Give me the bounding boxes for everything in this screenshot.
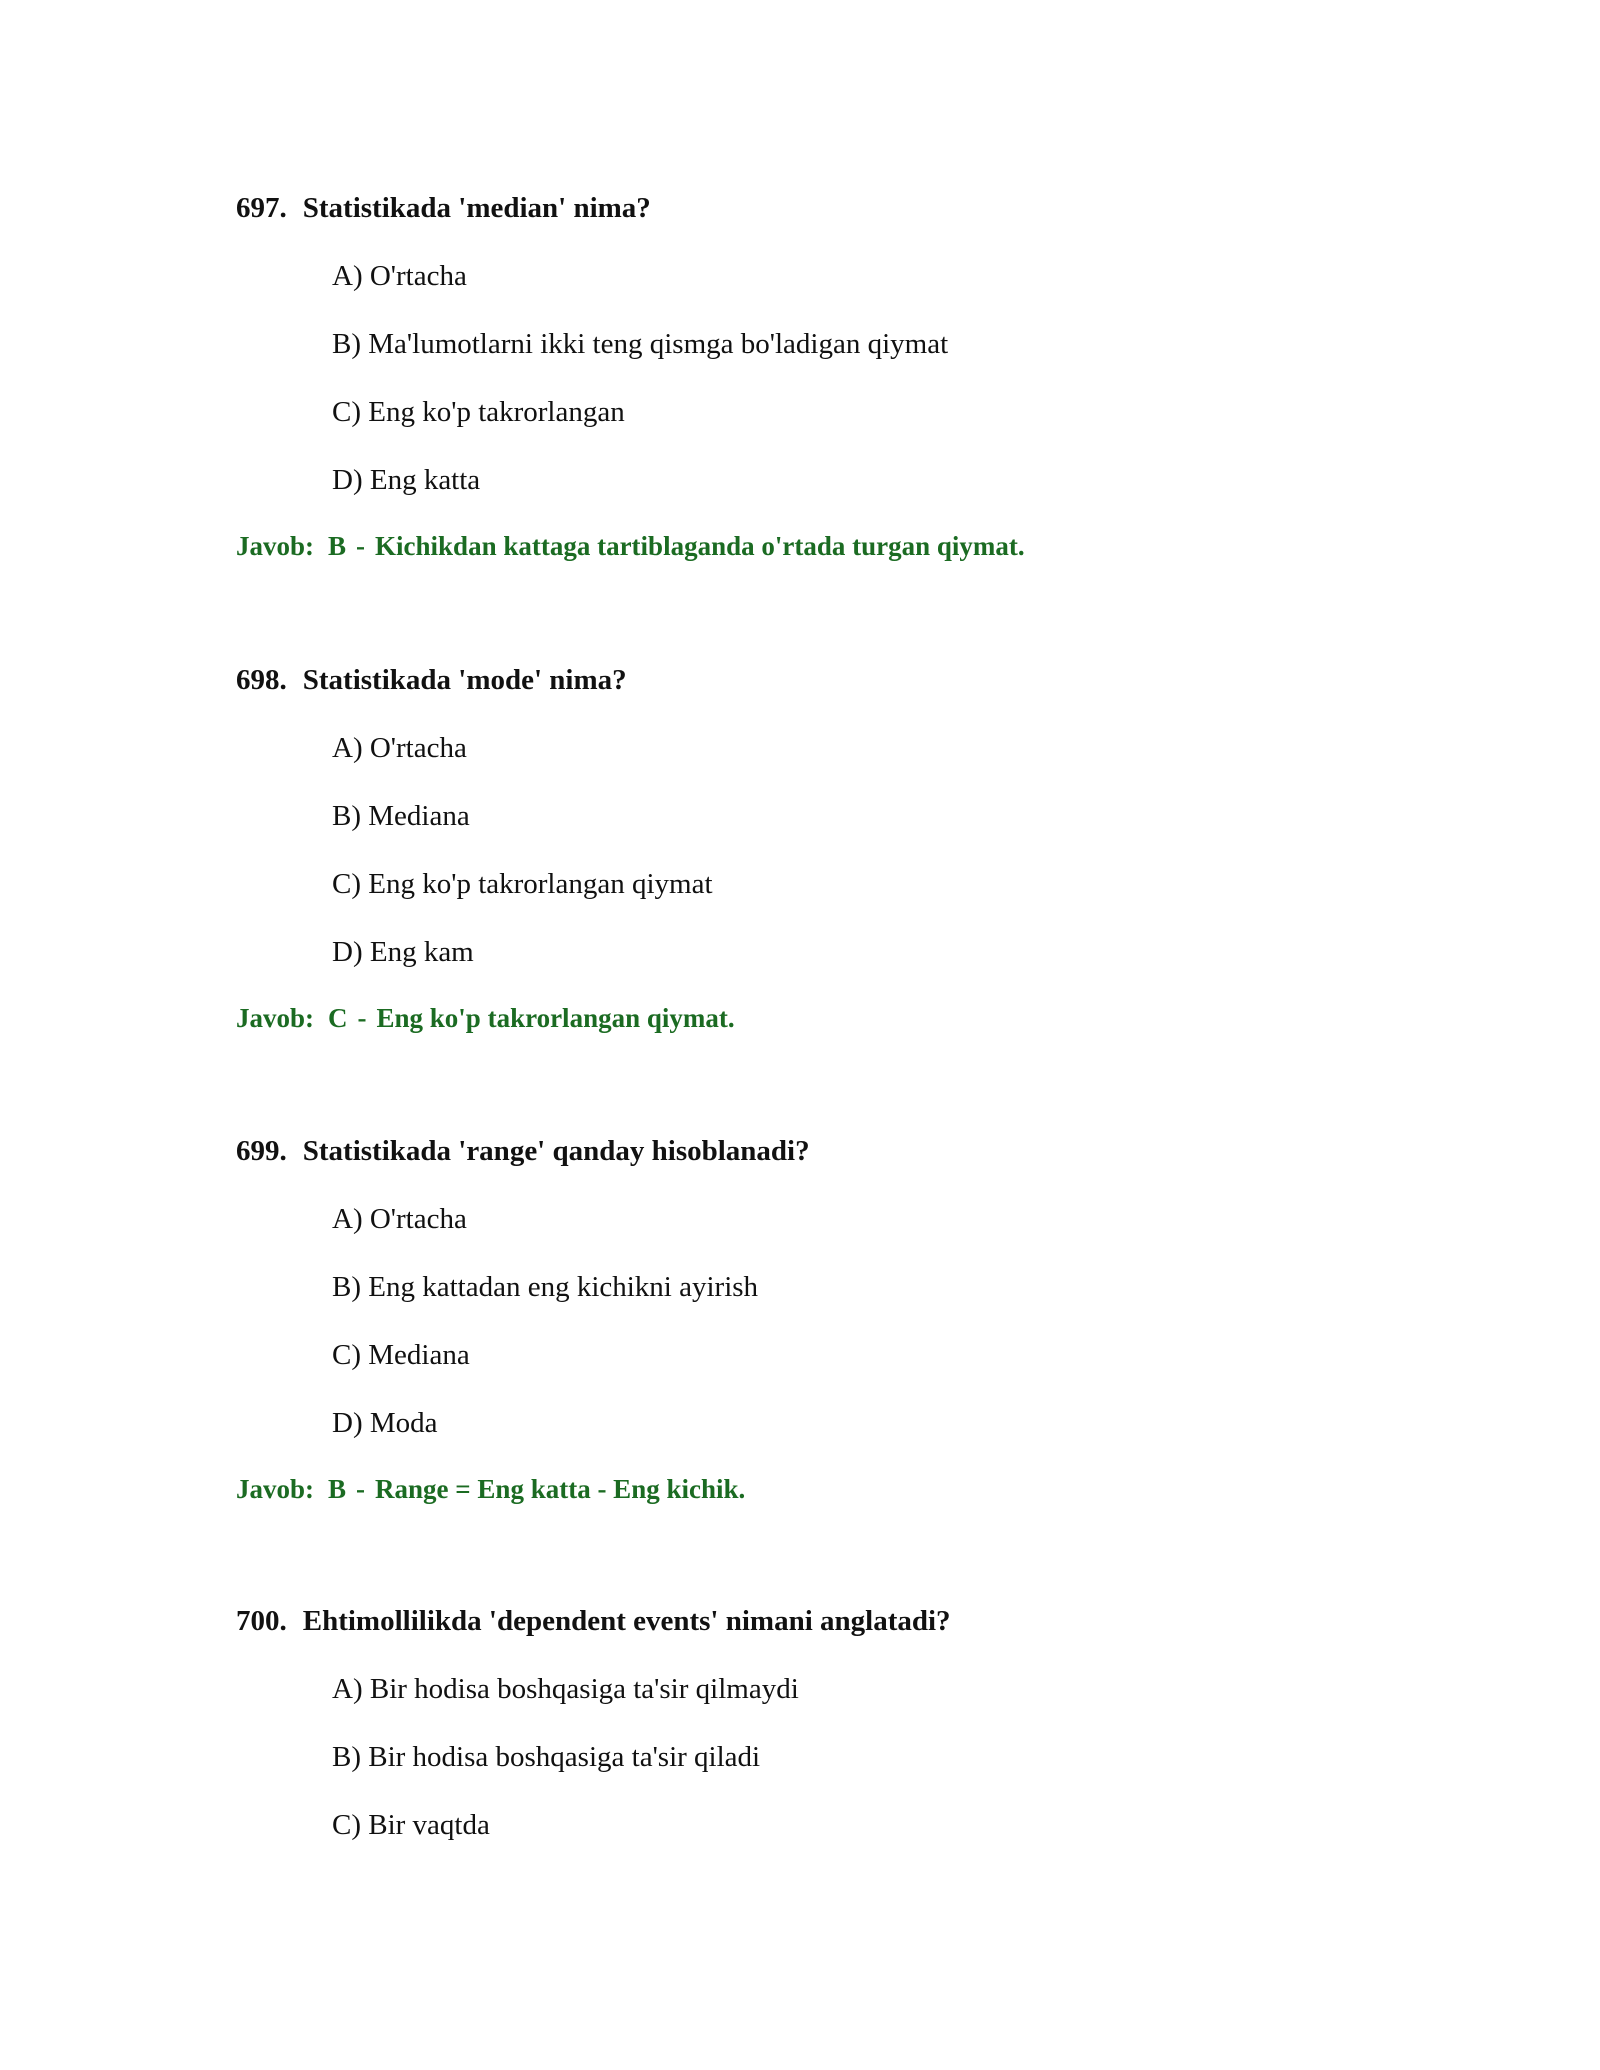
option-b: B) Mediana bbox=[332, 800, 470, 832]
question-title bbox=[236, 663, 1486, 697]
option-d: D) Moda bbox=[332, 1407, 438, 1439]
answer-line bbox=[236, 1001, 1486, 1035]
question-number: 699. bbox=[236, 1135, 287, 1167]
question-number: 698. bbox=[236, 664, 287, 696]
option-d: D) Eng kam bbox=[332, 936, 474, 968]
answer-separator: - bbox=[357, 1003, 367, 1033]
option-b: B) Bir hodisa boshqasiga ta'sir qiladi bbox=[332, 1741, 761, 1773]
answer-line bbox=[236, 1472, 1486, 1506]
question-text: Statistikada 'mode' nima? bbox=[302, 664, 627, 696]
question-697 bbox=[236, 191, 1486, 563]
option-b: B) Eng kattadan eng kichikni ayirish bbox=[332, 1271, 759, 1303]
answer-letter: C bbox=[328, 1003, 348, 1033]
answer-letter: B bbox=[328, 531, 347, 561]
option-a: A) Bir hodisa boshqasiga ta'sir qilmaydi bbox=[332, 1673, 799, 1705]
option-c: C) Bir vaqtda bbox=[332, 1809, 490, 1841]
question-text: Statistikada 'range' qanday hisoblanadi? bbox=[302, 1135, 810, 1167]
option-a: A) O'rtacha bbox=[332, 260, 467, 292]
question-699 bbox=[236, 1134, 1486, 1506]
option-b: B) Ma'lumotlarni ikki teng qismga bo'ladigan qiymat bbox=[332, 328, 949, 360]
option-c: C) Eng ko'p takrorlangan qiymat bbox=[332, 868, 713, 900]
answer-letter: B bbox=[328, 1474, 347, 1504]
answer-explanation: Kichikdan kattaga tartiblaganda o'rtada turgan qiymat. bbox=[375, 531, 1025, 561]
question-text: Ehtimollilikda 'dependent events' nimani anglatadi? bbox=[302, 1605, 951, 1637]
answer-label: Javob: bbox=[236, 1003, 315, 1033]
question-title bbox=[236, 1134, 1486, 1168]
question-number: 697. bbox=[236, 192, 287, 224]
question-698 bbox=[236, 663, 1486, 1035]
option-c: C) Mediana bbox=[332, 1339, 470, 1371]
answer-label: Javob: bbox=[236, 531, 315, 561]
option-a: A) O'rtacha bbox=[332, 732, 467, 764]
question-title bbox=[236, 191, 1486, 225]
question-text: Statistikada 'median' nima? bbox=[302, 192, 651, 224]
question-title bbox=[236, 1604, 1486, 1638]
question-700 bbox=[236, 1604, 1486, 1842]
option-a: A) O'rtacha bbox=[332, 1203, 467, 1235]
answer-explanation: Eng ko'p takrorlangan qiymat. bbox=[376, 1003, 735, 1033]
answer-line bbox=[236, 529, 1486, 563]
answer-explanation: Range = Eng katta - Eng kichik. bbox=[375, 1474, 746, 1504]
option-c: C) Eng ko'p takrorlangan bbox=[332, 396, 625, 428]
answer-separator: - bbox=[356, 531, 366, 561]
answer-label: Javob: bbox=[236, 1474, 315, 1504]
question-number: 700. bbox=[236, 1605, 287, 1637]
option-d: D) Eng katta bbox=[332, 464, 481, 496]
answer-separator: - bbox=[356, 1474, 366, 1504]
